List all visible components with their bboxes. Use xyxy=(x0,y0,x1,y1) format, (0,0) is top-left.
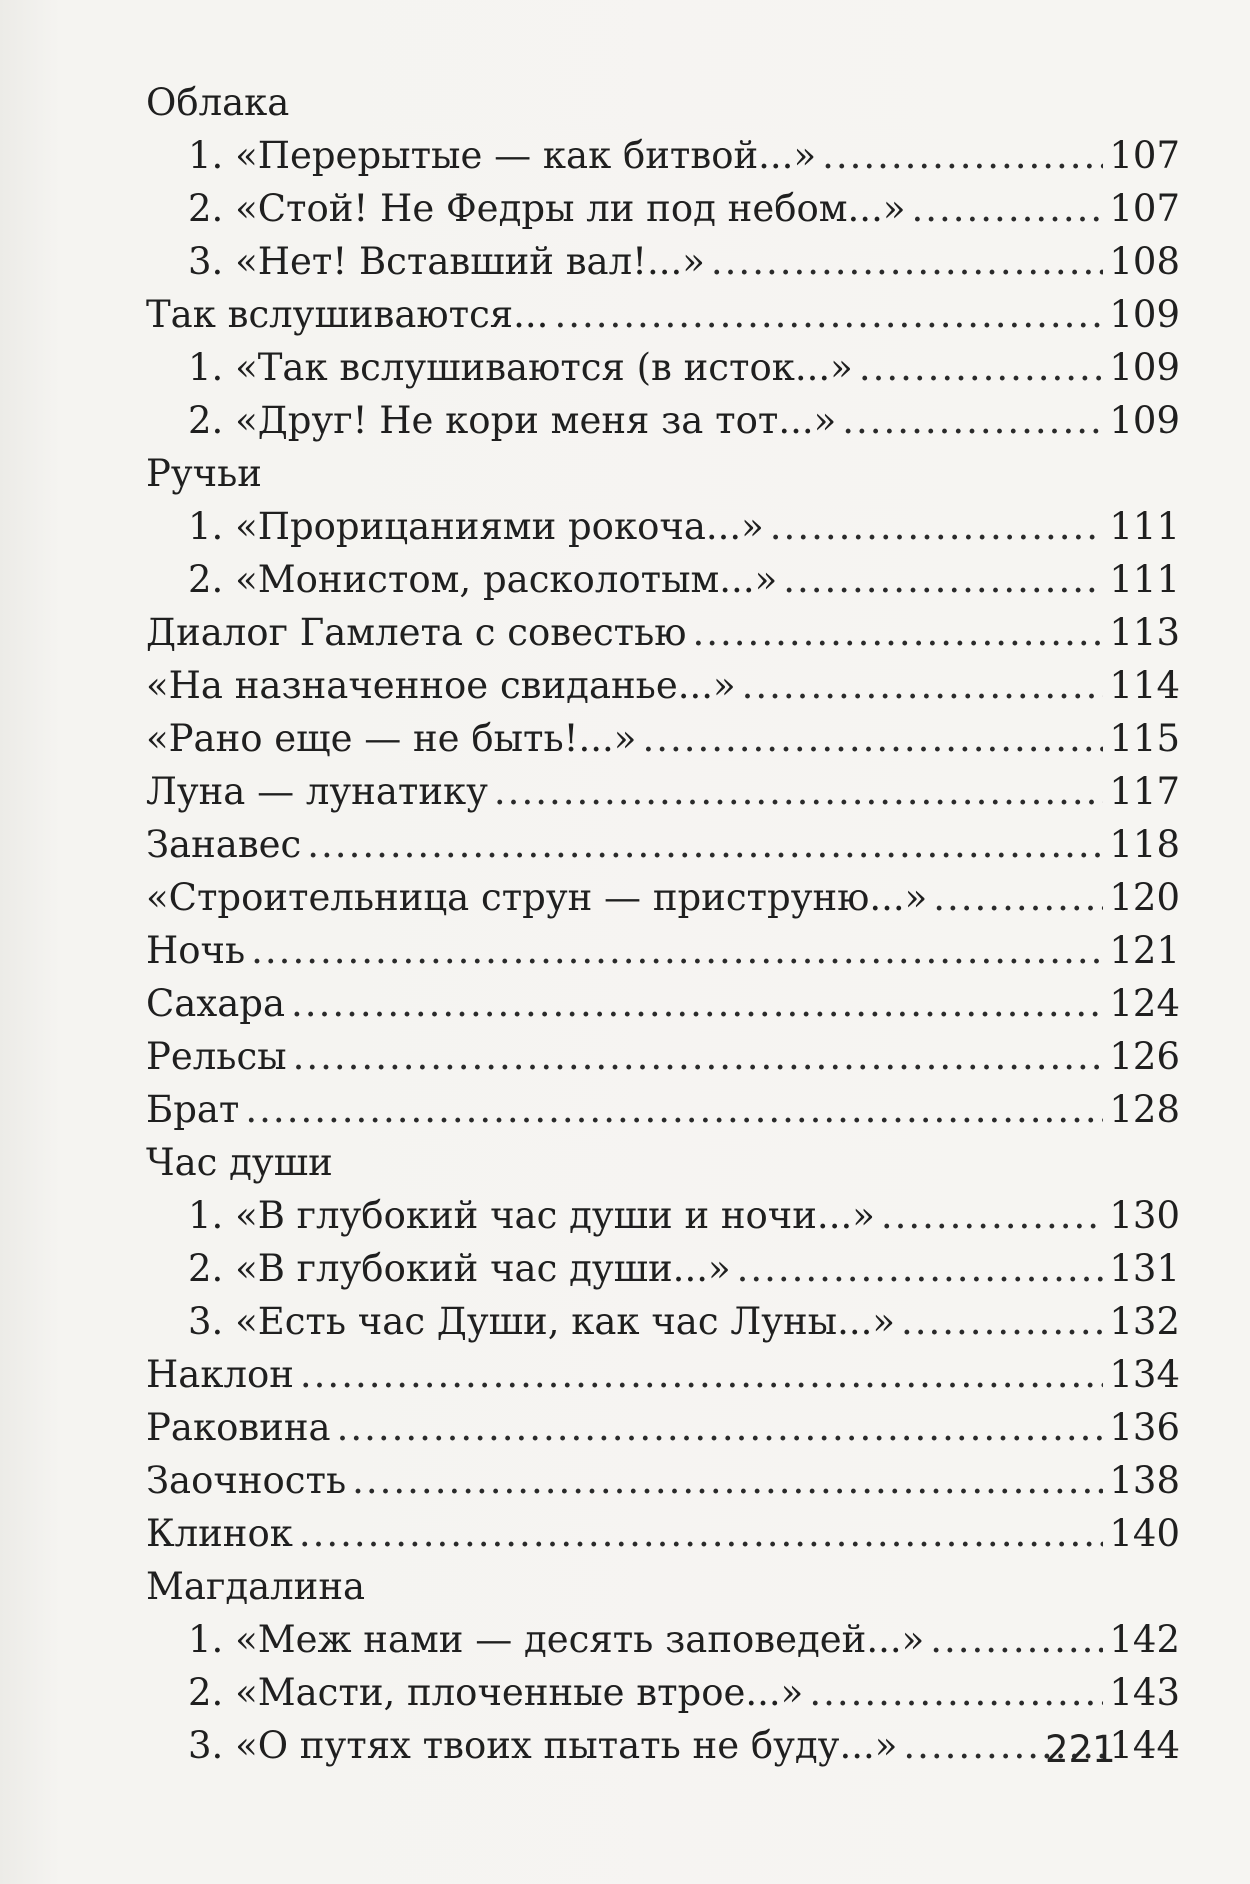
toc-entry xyxy=(146,765,1180,818)
entry-title: Облака xyxy=(146,81,290,124)
entry-page-number: 132 xyxy=(1109,1300,1180,1343)
dot-leader xyxy=(307,818,1103,871)
toc-subentry xyxy=(146,500,1180,553)
toc-entry xyxy=(146,1507,1180,1560)
entry-title: «На назначенное свиданье...» xyxy=(146,664,736,707)
toc-subentry xyxy=(146,1295,1180,1348)
entry-page-number: 117 xyxy=(1109,770,1180,813)
entry-title: 3. «О путях твоих пытать не буду...» xyxy=(188,1724,898,1767)
entry-page-number: 109 xyxy=(1109,346,1180,389)
toc-entry xyxy=(146,1401,1180,1454)
entry-title: «Строительница струн — приструню...» xyxy=(146,876,928,919)
dot-leader xyxy=(693,606,1104,659)
toc-section-heading xyxy=(146,447,1180,500)
entry-title: 1. «Прорицаниями рокоча...» xyxy=(188,505,764,548)
entry-page-number: 144 xyxy=(1109,1724,1180,1767)
dot-leader xyxy=(742,659,1104,712)
toc-section-heading xyxy=(146,1560,1180,1613)
toc-subentry xyxy=(146,394,1180,447)
entry-title: Брат xyxy=(146,1088,240,1131)
toc-subentry xyxy=(146,182,1180,235)
toc-entry xyxy=(146,659,1180,712)
toc-subentry xyxy=(146,235,1180,288)
entry-title: 3. «Нет! Вставший вал!...» xyxy=(188,240,705,283)
entry-title: 1. «В глубокий час души и ночи...» xyxy=(188,1194,875,1237)
dot-leader xyxy=(300,1348,1103,1401)
entry-page-number: 143 xyxy=(1109,1671,1180,1714)
entry-page-number: 128 xyxy=(1109,1088,1180,1131)
entry-title: 2. «В глубокий час души...» xyxy=(188,1247,731,1290)
entry-title: 2. «Масти, плоченные втрое...» xyxy=(188,1671,804,1714)
dot-leader xyxy=(494,765,1103,818)
dot-leader xyxy=(881,1189,1104,1242)
toc-subentry xyxy=(146,341,1180,394)
toc-section-heading xyxy=(146,76,1180,129)
toc-subentry xyxy=(146,553,1180,606)
dot-leader xyxy=(822,129,1103,182)
entry-title: 3. «Есть час Души, как час Луны...» xyxy=(188,1300,895,1343)
entry-page-number: 131 xyxy=(1109,1247,1180,1290)
entry-page-number: 113 xyxy=(1109,611,1180,654)
toc-entry xyxy=(146,924,1180,977)
toc-entry xyxy=(146,712,1180,765)
entry-page-number: 121 xyxy=(1109,929,1180,972)
entry-page-number: 142 xyxy=(1109,1618,1180,1661)
entry-page-number: 115 xyxy=(1109,717,1180,760)
toc-entry xyxy=(146,288,1180,341)
entry-title: 1. «Меж нами — десять заповедей...» xyxy=(188,1618,925,1661)
entry-title: 2. «Друг! Не кори меня за тот...» xyxy=(188,399,837,442)
entry-title: Диалог Гамлета с совестью xyxy=(146,611,687,654)
entry-title: Ручьи xyxy=(146,452,262,495)
toc-entry xyxy=(146,1083,1180,1136)
entry-page-number: 138 xyxy=(1109,1459,1180,1502)
entry-page-number: 134 xyxy=(1109,1353,1180,1396)
dot-leader xyxy=(293,1030,1104,1083)
entry-page-number: 109 xyxy=(1109,293,1180,336)
entry-title: «Рано еще — не быть!...» xyxy=(146,717,637,760)
entry-page-number: 109 xyxy=(1109,399,1180,442)
entry-title: Сахара xyxy=(146,982,286,1025)
entry-page-number: 108 xyxy=(1109,240,1180,283)
toc-subentry xyxy=(146,1242,1180,1295)
dot-leader xyxy=(291,977,1103,1030)
dot-leader xyxy=(642,712,1103,765)
entry-title: Час души xyxy=(146,1141,333,1184)
entry-title: 2. «Стой! Не Федры ли под небом...» xyxy=(188,187,906,230)
entry-page-number: 107 xyxy=(1109,187,1180,230)
dot-leader xyxy=(842,394,1103,447)
dot-leader xyxy=(933,871,1103,924)
entry-page-number: 130 xyxy=(1109,1194,1180,1237)
entry-title: Наклон xyxy=(146,1353,294,1396)
entry-title: Рельсы xyxy=(146,1035,287,1078)
entry-page-number: 140 xyxy=(1109,1512,1180,1555)
entry-page-number: 111 xyxy=(1109,558,1180,601)
entry-page-number: 107 xyxy=(1109,134,1180,177)
entry-page-number: 120 xyxy=(1109,876,1180,919)
entry-title: Ночь xyxy=(146,929,246,972)
entry-page-number: 114 xyxy=(1109,664,1180,707)
dot-leader xyxy=(337,1401,1104,1454)
dot-leader xyxy=(352,1454,1103,1507)
toc-entry xyxy=(146,1030,1180,1083)
entry-title: Так вслушиваются... xyxy=(146,293,549,336)
toc-entry xyxy=(146,606,1180,659)
entry-page-number: 124 xyxy=(1109,982,1180,1025)
toc-section-heading xyxy=(146,1136,1180,1189)
entry-title: Луна — лунатику xyxy=(146,770,488,813)
dot-leader xyxy=(711,235,1103,288)
dot-leader xyxy=(245,1083,1103,1136)
entry-title: Заочность xyxy=(146,1459,347,1502)
dot-leader xyxy=(809,1666,1103,1719)
toc-subentry xyxy=(146,1719,1180,1772)
toc-entry xyxy=(146,977,1180,1030)
dot-leader xyxy=(251,924,1103,977)
dot-leader xyxy=(930,1613,1103,1666)
dot-leader xyxy=(783,553,1103,606)
entry-page-number: 111 xyxy=(1109,505,1180,548)
toc-subentry xyxy=(146,1189,1180,1242)
toc-subentry xyxy=(146,129,1180,182)
entry-page-number: 118 xyxy=(1109,823,1180,866)
dot-leader xyxy=(554,288,1103,341)
toc-entry xyxy=(146,871,1180,924)
toc-entry xyxy=(146,1348,1180,1401)
dot-leader xyxy=(911,182,1103,235)
entry-title: Занавес xyxy=(146,823,302,866)
table-of-contents xyxy=(146,76,1180,1772)
dot-leader xyxy=(299,1507,1104,1560)
page-number: 221 xyxy=(1045,1728,1116,1771)
entry-title: 2. «Монистом, расколотым...» xyxy=(188,558,778,601)
entry-title: 1. «Так вслушиваются (в исток...» xyxy=(188,346,853,389)
entry-title: Раковина xyxy=(146,1406,331,1449)
entry-title: 1. «Перерытые — как битвой...» xyxy=(188,134,817,177)
dot-leader xyxy=(859,341,1104,394)
entry-page-number: 126 xyxy=(1109,1035,1180,1078)
entry-title: Магдалина xyxy=(146,1565,366,1608)
entry-title: Клинок xyxy=(146,1512,293,1555)
entry-page-number: 136 xyxy=(1109,1406,1180,1449)
toc-entry xyxy=(146,818,1180,871)
toc-subentry xyxy=(146,1613,1180,1666)
dot-leader xyxy=(737,1242,1104,1295)
dot-leader xyxy=(901,1295,1103,1348)
dot-leader xyxy=(770,500,1104,553)
toc-entry xyxy=(146,1454,1180,1507)
toc-subentry xyxy=(146,1666,1180,1719)
